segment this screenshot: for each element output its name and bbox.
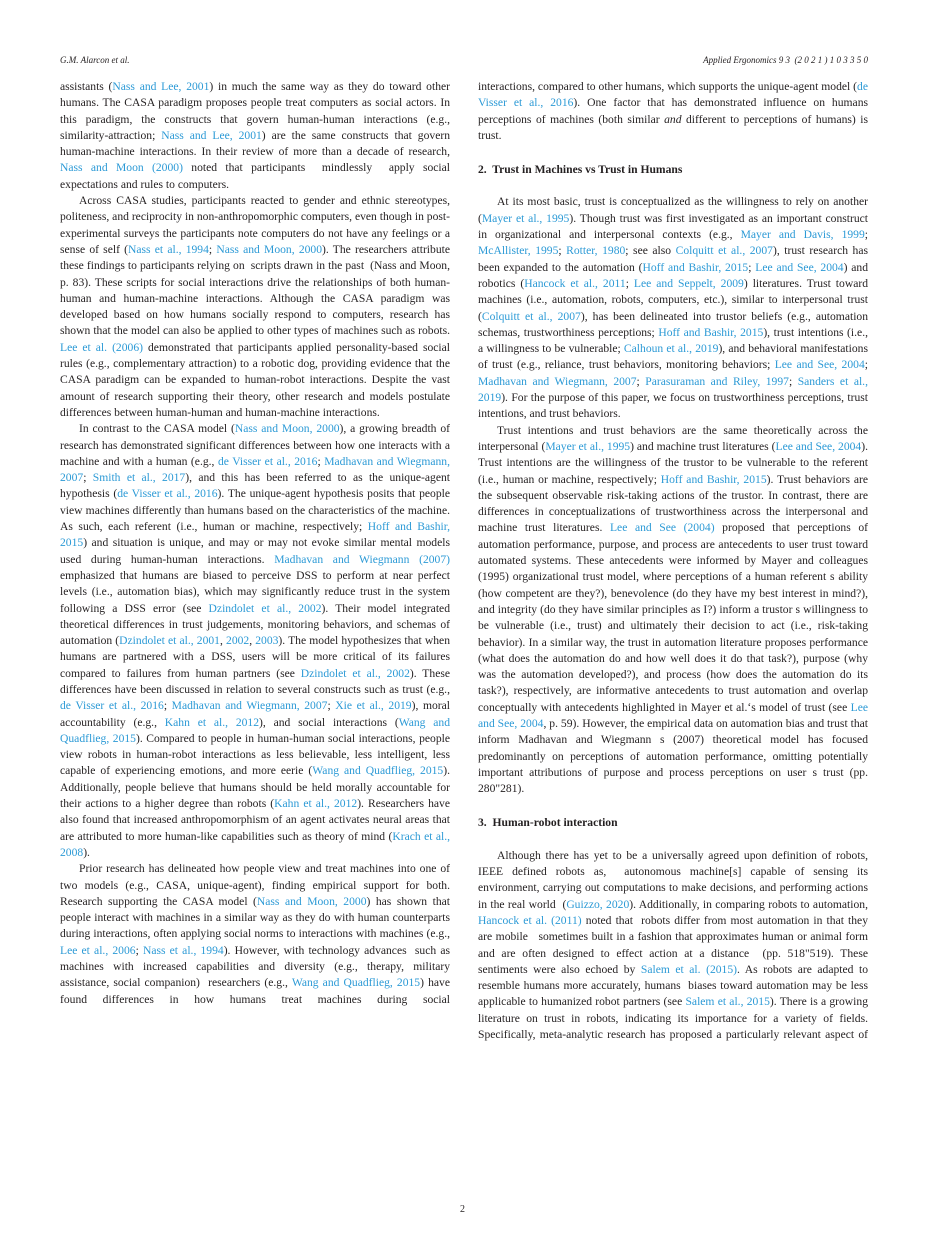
text-run: ). The researchers attribute these findings to participants relying on scripts drawn in the past (Nass and Moon, p. 83). These scripts for social interactions drive the relationships of both human-human and human-machine interactions. Although the CASA paradigm was developed based on how humans socially respond to computers, research has shown that the model can also be applied to other types of machines such as robots. (60, 242, 453, 338)
text-run: ; (83, 471, 93, 485)
citation-link[interactable]: Nass and Moon, 2000 (256, 894, 367, 908)
citation-link[interactable]: Wang and Quadflieg, 2015 (312, 764, 444, 778)
text-run: ; see also (625, 244, 676, 258)
citation-link[interactable]: Hoff and Bashir, 2015 (658, 325, 764, 339)
text-run: assistants ( (60, 80, 113, 93)
text-run: ), and this has been referred to as the unique-agent hypothesis ( (60, 471, 453, 501)
text-run: ). Compared to people in human-human social interactions, people view robots in human-robot interactions as less believable, less intelligent, less capable of experiencing emotions, and more eerie ( (60, 731, 453, 778)
text-run: different to perceptions of humans) is trust. (478, 112, 871, 142)
text-run: ; (317, 454, 325, 468)
citation-link[interactable]: Nass and Lee, 2001 (112, 80, 210, 93)
text-run: ), has been delineated into trustor beliefs (e.g., automation schemas, trustworthiness perceptions; (478, 309, 871, 339)
citation-link[interactable]: Xie et al., 2019 (335, 699, 412, 713)
page-number: 2 (460, 1204, 465, 1215)
citation-link[interactable]: Sanders et al., 2019 (478, 374, 871, 405)
text-run: , p. 59). However, the empirical data on automation bias and trust that inform Madhavan and Wiegmann s (2007) theoretical model has focused predominantly on perceptions of automation performance, omitting potentially important attributions of purpose and process perceptions on user s trust (pp. 280"281). (478, 716, 871, 796)
text-run: ; (558, 244, 567, 258)
citation-link[interactable]: Smith et al., 2017 (92, 471, 186, 485)
body-paragraph (478, 79, 874, 144)
citation-link[interactable]: Nass et al., 1994 (128, 242, 209, 256)
text-run: ). Researchers have also found that increased anthropomorphism of an agent activates neural areas that are attributed to more human-like capabilities such as theory of mind ( (60, 797, 453, 843)
citation-link[interactable]: Hoff and Bashir, 2015 (60, 520, 453, 550)
text-run: ). There is a growing literature on trust in robots, indicating its importance for a variety of fields. Specifically, meta-analytic research has proposed a particularly relevant aspect of (478, 995, 871, 1042)
text-run: ; (864, 358, 871, 372)
text-run: ), trust intentions (i.e., a willingness to be vulnerable; (478, 325, 871, 356)
body-paragraph (60, 193, 453, 421)
citation-link[interactable]: Nass and Moon, 2000 (216, 242, 323, 256)
citation-link[interactable]: Wang and Quadflieg, 2015 (60, 715, 453, 745)
text-run: ; (636, 374, 646, 388)
text-run: ; (135, 943, 143, 957)
citation-link[interactable]: Mayer et al., 1995 (481, 211, 570, 225)
text-run: ), a growing breadth of research has demonstrated significant differences between how one interacts with a machine and with a human (e.g., (60, 422, 453, 468)
citation-link[interactable]: Hancock et al. (2011) (478, 913, 582, 927)
citation-link[interactable]: Dzindolet et al., 2001 (119, 634, 220, 648)
text-run: demonstrated that participants applied personality-based social rules (e.g., complementary attraction) to a robotic dog, providing evidence that the CASA paradigm can be expanded to human-robot interactions. Despite the vast amount of research supporting their theory, other research and models postulate differences between human-human and human-machine interactions. (60, 340, 453, 419)
citation-link[interactable]: Dzindolet et al., 2002 (208, 601, 322, 615)
citation-link[interactable]: Colquitt et al., 2007 (675, 244, 773, 258)
emphasis-text: and (664, 112, 682, 126)
citation-link[interactable]: Kahn et al., 2012 (274, 797, 358, 811)
citation-link[interactable]: Dzindolet et al., 2002 (300, 666, 410, 680)
citation-link[interactable]: Nass and Lee, 2001 (161, 128, 262, 142)
citation-link[interactable]: Parasuraman and Riley, 1997 (645, 374, 789, 388)
citation-link[interactable]: Lee et al., 2006 (60, 943, 136, 957)
citation-link[interactable]: Lee and See, 2004 (478, 700, 871, 730)
text-run: noted that robots differ from most automation in that they are mobile sometimes built in a fashion that approximates human or animal form and are often designed to effect action at a distance (pp. 518"519). These sentiments were also echoed by (478, 913, 871, 976)
citation-link[interactable]: Hoff and Bashir, 2015 (660, 472, 767, 486)
citation-link[interactable]: Mayer and Davis, 1999 (740, 228, 865, 242)
text-run: ; (208, 242, 217, 256)
body-paragraph (60, 421, 453, 861)
citation-link[interactable]: Salem et al. (2015) (640, 962, 737, 976)
text-run: Trust intentions and trust behaviors are the same theoretically across the interpersonal ( (478, 423, 871, 453)
citation-link[interactable]: de Visser et al., 2016 (217, 454, 318, 468)
text-run: emphasized that humans are biased to perceive DSS to perform at near perfect levels (i.e., automation bias), which may significantly reduce trust in the system following a DSS error (see (60, 552, 453, 615)
citation-link[interactable]: Krach et al., 2008 (60, 829, 453, 859)
citation-link[interactable]: Madhavan and Wiegmann, 2007 (171, 699, 328, 713)
citation-link[interactable]: Colquitt et al., 2007 (481, 309, 581, 323)
citation-link[interactable]: Lee and See, 2004 (755, 260, 844, 274)
left-column (60, 79, 453, 1008)
citation-link[interactable]: Hoff and Bashir, 2015 (642, 260, 749, 274)
citation-link[interactable]: Salem et al., 2015 (685, 995, 770, 1009)
text-run: , (219, 634, 227, 648)
text-run: In contrast to the CASA model ( (79, 422, 235, 436)
body-paragraph (60, 861, 453, 1008)
citation-link[interactable]: 2002 (226, 634, 250, 648)
citation-link[interactable]: Nass and Moon (2000) (60, 161, 183, 175)
running-head-authors: G.M. Alarcon et al. (60, 55, 130, 65)
text-run: ; (748, 260, 756, 274)
body-paragraph (478, 423, 874, 798)
citation-link[interactable]: de Visser et al., 2016 (117, 487, 218, 501)
text-run: . As robots are adapted to resemble humans more accurately, humans biases toward automation may be less applicable to humanized robot partners (see (478, 962, 871, 1009)
text-run: Prior research has delineated how people view and treat machines into one of two models (e.g., CASA, unique-agent), finding empirical support for both. Research supporting the CASA model ( (60, 862, 453, 908)
citation-link[interactable]: de Visser et al., 2016 (478, 80, 871, 110)
citation-link[interactable]: McAllister, 1995 (478, 244, 559, 258)
citation-link[interactable]: Rotter, 1980 (566, 244, 626, 258)
citation-link[interactable]: de Visser et al., 2016 (60, 699, 164, 713)
citation-link[interactable]: Madhavan and Wiegmann, 2007 (478, 374, 637, 388)
citation-link[interactable]: Nass et al., 1994 (142, 943, 224, 957)
text-run: ). The model hypothesizes that when humans are partnered with a DSS, users will be more critical of its failures compared to failures from human partners (see (60, 634, 453, 680)
text-run: ) have found differences in how humans treat machines during social (60, 976, 453, 1006)
text-run: proposed that perceptions of automation performance, purpose, and process are antecedents to user trust toward automated systems. These antecedents were informed by Mayer and colleagues (1995) organizational trust model, where perceptions of a human referent s ability (how competent are they?), benevolence (do they have my best interest in mind?), and integrity (do they have similar principles as I?) inform a trustor s willingness to be vulnerable (i.e., trust) and ultimately their decision to act (i.e., risk-taking behavior). In a similar way, the trust in automation literature proposes performance (what does the automation do and how well does it do that task?), purpose (why was the automation developed?), and process (how does the automation do its task?), respectively, are informative antecedents to trust automation and overlap conceptually with antecedents highlighted in Mayer et al.‘s model of trust (see (478, 521, 874, 714)
citation-link[interactable]: Guizzo, 2020 (566, 897, 630, 911)
section-heading: 2. Trust in Machines vs Trust in Humans (478, 163, 683, 177)
text-run: Although there has yet to be a universally agreed upon definition of robots, IEEE defined robots as, autonomous machine[s] capable of sensing its environment, carrying out computations to make decisions, and performing actions in the real world ( (478, 848, 871, 911)
text-run: ). One factor that has demonstrated influence on humans perceptions of machines (both similar (478, 96, 874, 126)
text-run: interactions, compared to other humans, which supports the unique-agent model ( (478, 80, 858, 93)
text-run: Across CASA studies, participants reacted to gender and ethnic stereotypes, politeness, and reciprocity in non-anthropomorphic computers, even though in post-experimental surveys the participants note computers do not have any feelings or a sense of self ( (60, 194, 453, 256)
text-run: ; (864, 228, 871, 242)
citation-link[interactable]: 2003 (255, 634, 279, 648)
text-run: ). For the purpose of this paper, we focus on trustworthiness perceptions, trust intentions, and trust behaviors. (478, 391, 871, 421)
citation-link[interactable]: Lee et al. (2006) (60, 340, 143, 354)
text-run: At its most basic, trust is conceptualized as the willingness to rely on another ( (478, 195, 871, 225)
text-run: , (249, 634, 256, 648)
text-run: ). The unique-agent hypothesis posits that people view machines differently than humans based on the characteristics of the machine. As such, each referent (i.e., human or machine, respectively; (60, 487, 453, 534)
text-run: ). Trust behaviors are the subsequent observable risk-taking actions of the trustor. In contrast, there are differences in conceptualizations of trustworthiness across the interpersonal and machine trust literatures. (478, 472, 871, 535)
text-run: ). Though trust was first investigated as an important construct in organizational and interpersonal contexts (e.g., (478, 211, 871, 242)
text-run: ) literatures. Trust toward machines (i.e., automation, robots, computers, etc.), similar to interpersonal trust ( (478, 276, 871, 323)
body-paragraph (60, 79, 453, 193)
body-paragraph (478, 848, 871, 1044)
text-run: ; (788, 374, 798, 388)
citation-link[interactable]: Mayer et al., 1995 (545, 439, 631, 453)
citation-link[interactable]: Nass and Moon, 2000 (234, 422, 340, 436)
text-run: ). Additionally, in comparing robots to automation, (629, 897, 871, 911)
text-run: ). These differences have been discussed in relation to several constructs such as trust (e.g., (60, 666, 453, 696)
section-heading: 3. Human-robot interaction (478, 816, 618, 830)
text-run: ; (327, 699, 336, 713)
citation-link[interactable]: Wang and Quadflieg, 2015 (291, 976, 421, 990)
text-run: ). Additionally, people believe that humans should be held morally accountable for their actions to a higher degree than robots ( (60, 764, 453, 811)
text-run: ), and behavioral manifestations of trust (e.g., reliance, trust behaviors, monitoring behaviors; (478, 342, 871, 372)
citation-link[interactable]: Calhoun et al., 2019 (623, 342, 719, 356)
text-run: ). (83, 845, 90, 859)
text-run: ; (625, 276, 634, 290)
text-run: ). Their model integrated theoretical differences in trust judgements, monitoring behaviors, and schemas of automation ( (60, 601, 453, 648)
running-head-journal: Applied Ergonomics 9 3 (2 0 2 1 ) 1 0 3 3 5 0 (703, 55, 868, 65)
text-run: ) and situation is unique, and may or may not evoke similar mental models used during human-human interactions. (60, 536, 453, 566)
text-run: ) has shown that people interact with machines in a similar way as they do with human counterparts during interactions, often applying social norms to interactions with machines (e.g., (60, 894, 453, 941)
citation-link[interactable]: Kahn et al., 2012 (164, 715, 260, 729)
citation-link[interactable]: Lee and Seppelt, 2009 (633, 276, 744, 290)
citation-link[interactable]: Madhavan and Wiegmann (2007) (274, 552, 450, 566)
text-run: ) and machine trust literatures ( (630, 439, 776, 453)
citation-link[interactable]: Lee and See (2004) (609, 521, 715, 535)
body-paragraph (478, 194, 871, 422)
right-column (478, 79, 874, 1043)
text-run: ; (163, 699, 172, 713)
text-run: ) are the same constructs that govern human-machine interactions. In their review of more than a decade of research, (60, 128, 453, 159)
text-run: ) and robotics ( (478, 260, 871, 290)
text-run: ), and social interactions ( (259, 715, 399, 729)
text-run: ) in much the same way as they do toward other humans. The CASA paradigm proposes people treat computers as social actors. In this paradigm, the constructs that govern human-human interactions (e.g., similarity-attraction; (60, 80, 453, 142)
citation-link[interactable]: Hancock et al., 2011 (524, 276, 626, 290)
text-run: noted that participants mindlessly apply social expectations and rules to computers. (60, 161, 453, 191)
text-run: ), trust research has been expanded to the automation ( (478, 244, 871, 274)
citation-link[interactable]: Madhavan and Wiegmann, 2007 (60, 454, 453, 485)
text-run: ). Trust intentions are the willingness of the trustor to be vulnerable to the referent (i.e., human or machine, respectively; (478, 439, 871, 486)
citation-link[interactable]: Lee and See, 2004 (775, 439, 862, 453)
text-run: ), moral accountability (e.g., (60, 699, 453, 729)
text-run: ). However, with technology advances such as machines with increased capabilities and diversity (e.g., therapy, military assistance, social companion) researchers (e.g., (60, 943, 453, 990)
citation-link[interactable]: Lee and See, 2004 (774, 358, 865, 372)
